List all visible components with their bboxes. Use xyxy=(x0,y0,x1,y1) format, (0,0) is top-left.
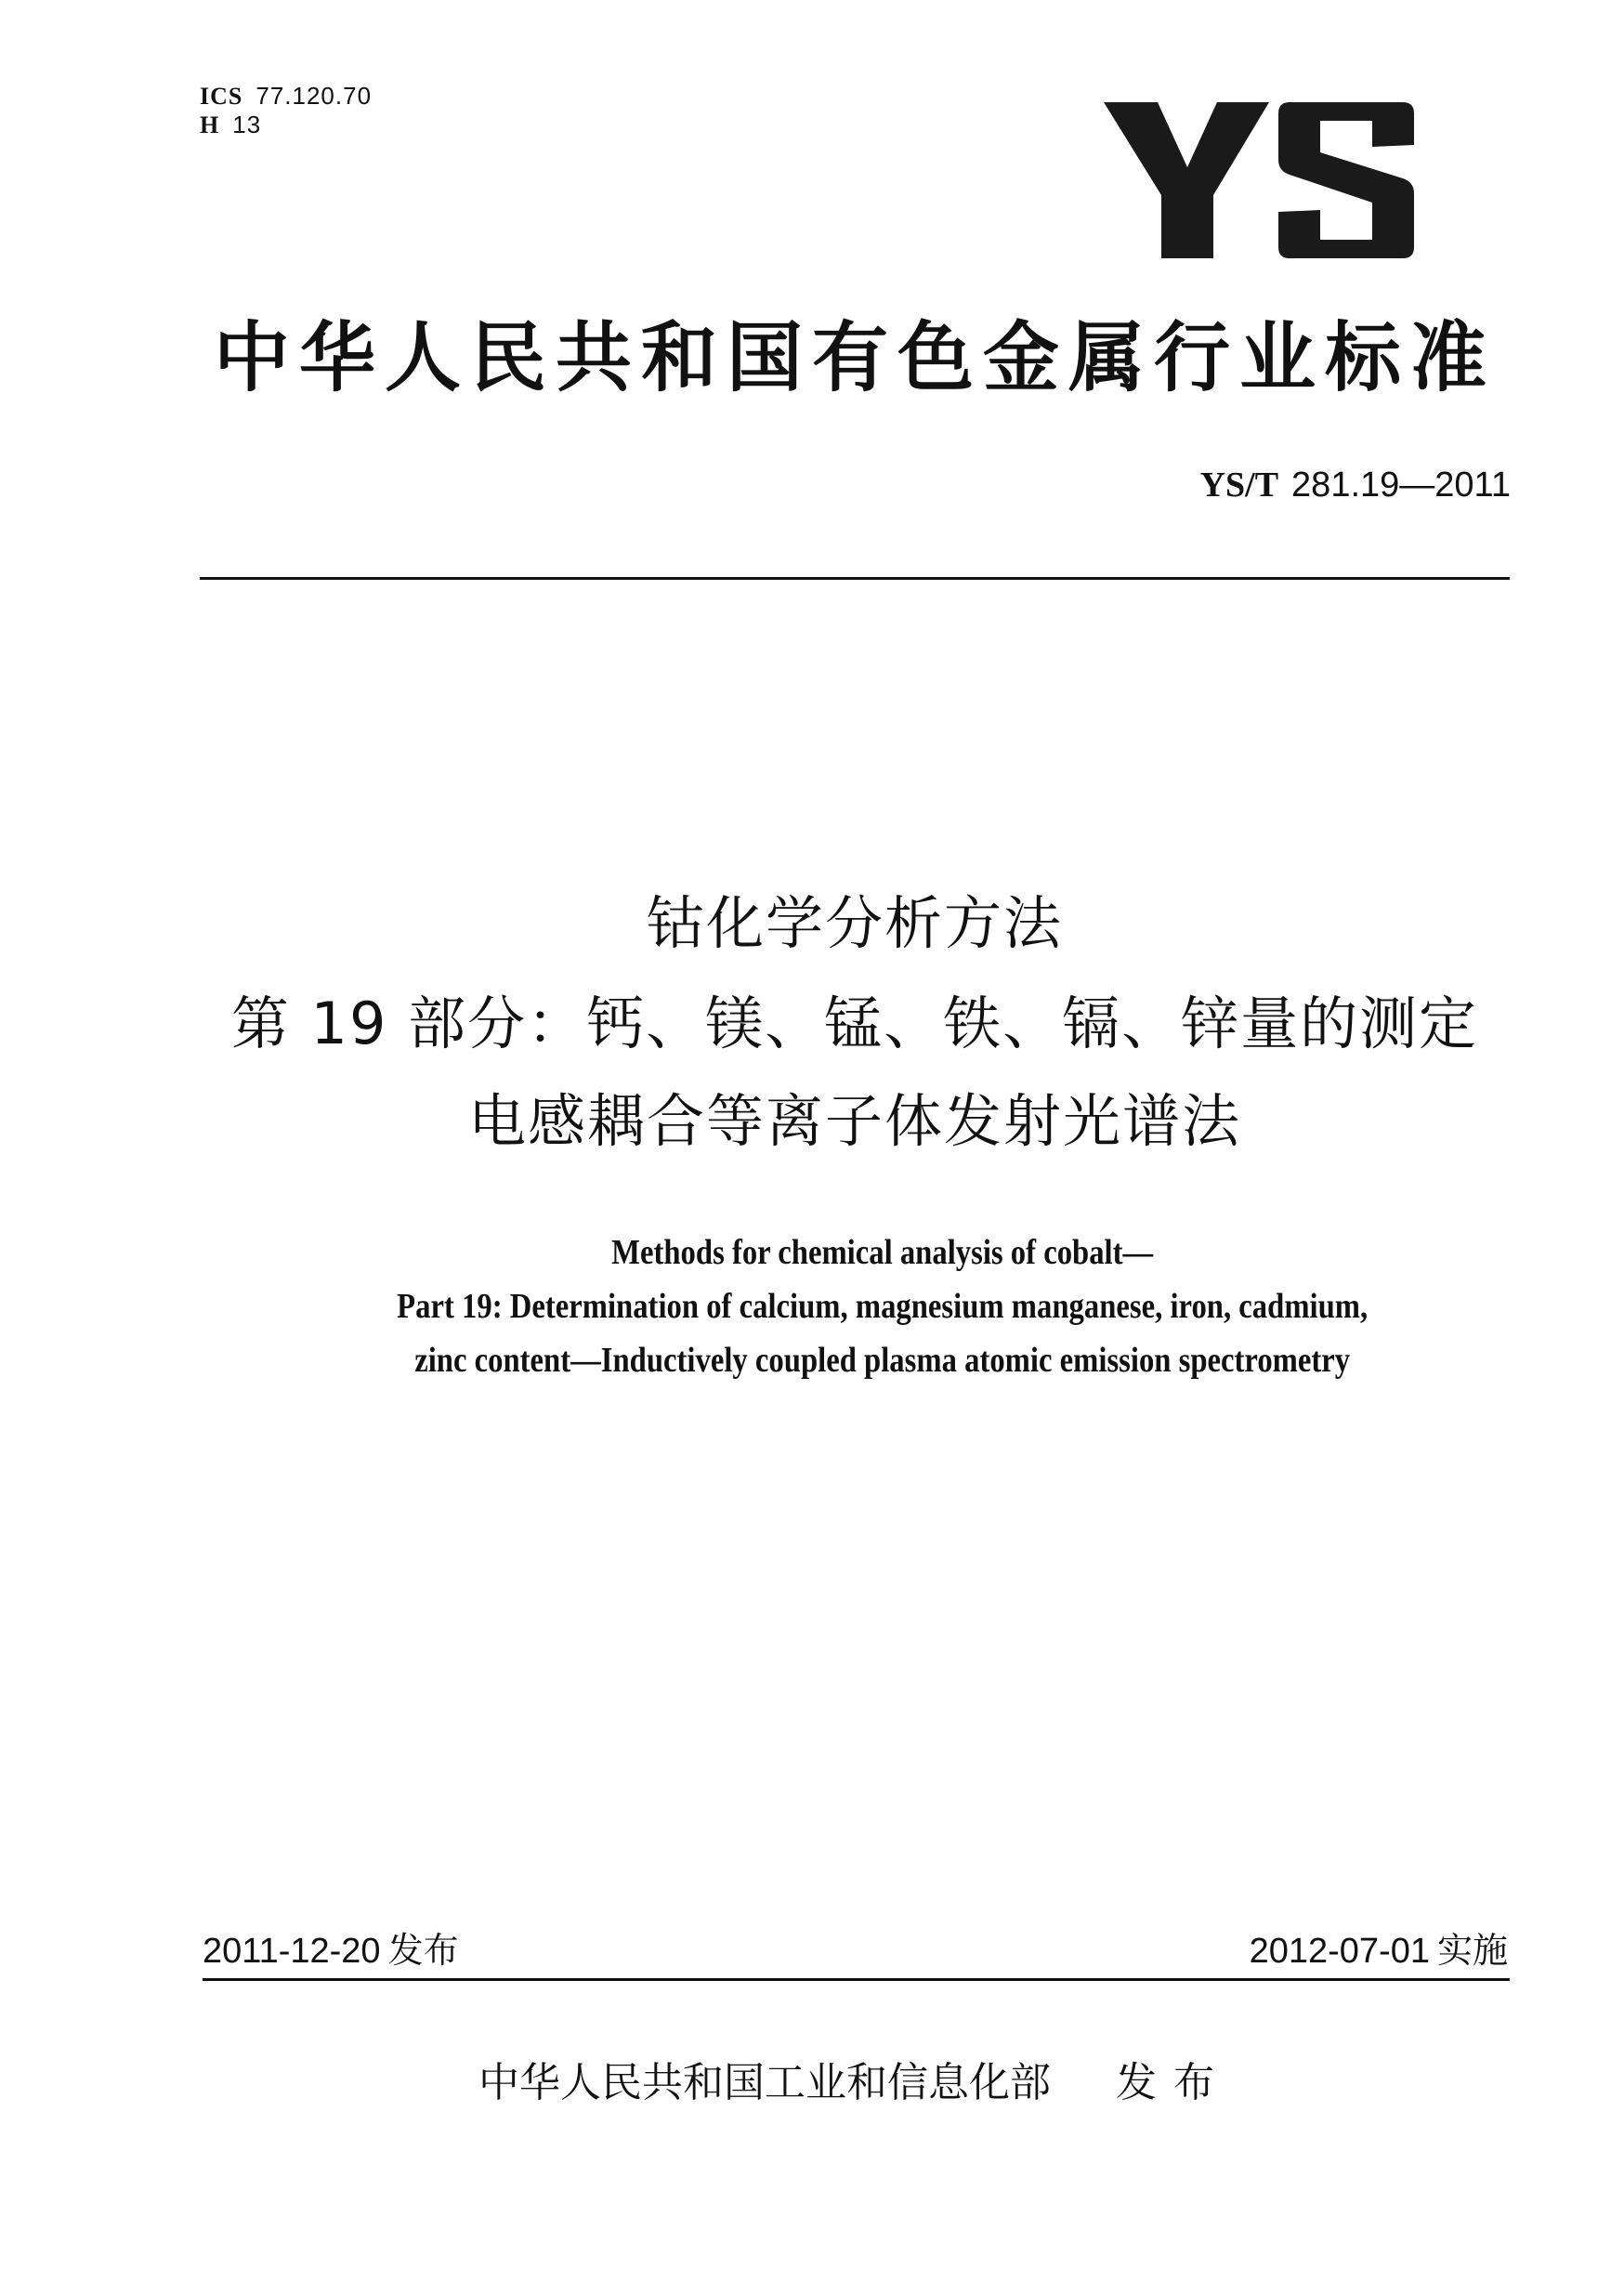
title-en-line1: Methods for chemical analysis of cobalt— xyxy=(611,1233,1154,1272)
standard-prefix: YS/T xyxy=(1199,466,1279,505)
title-cn-line1: 钴化学分析方法 xyxy=(646,889,1063,957)
issuing-authority xyxy=(478,2059,1231,2107)
effective-date-label: 实施 xyxy=(1436,1930,1508,1971)
ics-label: ICS xyxy=(200,83,243,110)
title-cn-line3: 电感耦合等离子体发射光谱法 xyxy=(467,1087,1241,1155)
title-en-line2: Part 19: Determination of calcium, magnesium manganese, iron, cadmium, xyxy=(397,1287,1369,1326)
footer-divider xyxy=(203,1978,1510,1981)
issuer-name: 中华人民共和国工业和信息化部 xyxy=(478,2059,1051,2106)
ccs-label: H xyxy=(200,111,220,138)
title-en-line3: zinc content—Inductively coupled plasma atomic emission spectrometry xyxy=(414,1341,1351,1380)
classification-codes xyxy=(200,82,372,139)
issue-date-label: 发布 xyxy=(387,1930,459,1971)
effective-date xyxy=(1250,1931,1508,1971)
issue-date xyxy=(203,1931,459,1971)
title-cn-line2: 第 19 部分：钙、镁、锰、铁、镉、锌量的测定 xyxy=(230,990,1479,1057)
ccs-line xyxy=(200,111,372,139)
standard-number xyxy=(1200,465,1511,505)
ccs-code: 13 xyxy=(232,111,262,138)
effective-date-value: 2012-07-01 xyxy=(1249,1932,1430,1971)
standard-category-title: 中华人民共和国有色金属行业标准 xyxy=(213,314,1496,402)
ics-line xyxy=(200,82,372,111)
issuer-action: 发布 xyxy=(1116,2059,1231,2106)
standard-code: 281.19—2011 xyxy=(1291,466,1511,505)
header-divider xyxy=(200,577,1510,580)
ics-code: 77.120.70 xyxy=(255,82,373,110)
ys-logo-icon xyxy=(1104,102,1415,258)
ys-logo xyxy=(1104,102,1415,258)
issue-date-value: 2011-12-20 xyxy=(203,1932,381,1971)
